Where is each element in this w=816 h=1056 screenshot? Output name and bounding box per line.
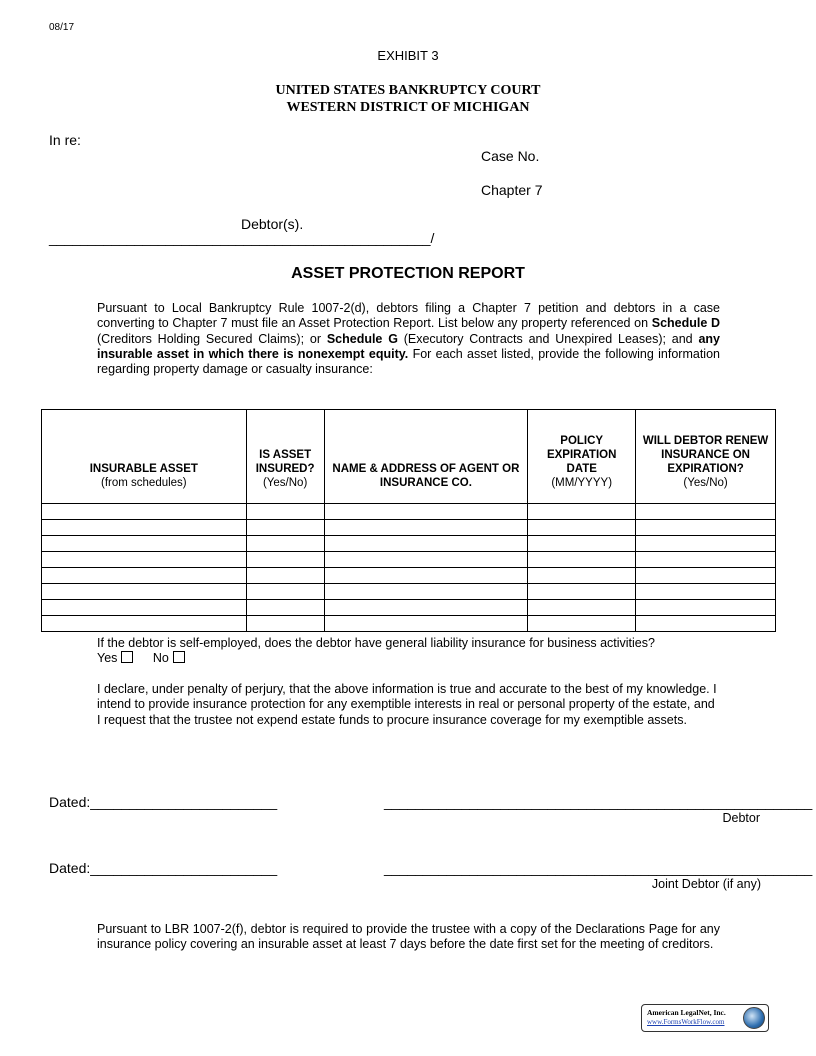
- dated-field-1[interactable]: Dated:________________________: [49, 794, 278, 810]
- table-cell[interactable]: [528, 616, 636, 632]
- debtor-signature-line[interactable]: _______________________________________________________: [384, 794, 813, 810]
- table-cell[interactable]: [636, 616, 776, 632]
- globe-icon: [743, 1007, 765, 1029]
- table-cell[interactable]: [42, 520, 247, 536]
- header-policy-expiration: [528, 410, 636, 504]
- header-insurable-asset: [42, 410, 247, 504]
- intro-paragraph: [97, 301, 720, 377]
- header-title: WILL DEBTOR RENEW INSURANCE ON EXPIRATION?: [642, 435, 769, 475]
- table-cell[interactable]: [42, 568, 247, 584]
- table-cell[interactable]: [42, 616, 247, 632]
- self-employed-question: If the debtor is self-employed, does the debtor have general liability insurance for business activities?: [97, 636, 655, 650]
- table-cell[interactable]: [324, 504, 528, 520]
- intro-text-2: (Creditors Holding Secured Claims); or: [97, 331, 327, 346]
- declaration-paragraph: I declare, under penalty of perjury, that the above information is true and accurate to the best of my knowledge. I intend to provide insurance protection for any exemptible interests in real or personal property of the estate, and I request that the trustee not expend estate funds to procure insurance coverage for my exemptible assets.: [97, 682, 717, 727]
- table-cell[interactable]: [528, 536, 636, 552]
- asset-table-header-row: [42, 410, 776, 504]
- table-cell[interactable]: [636, 552, 776, 568]
- table-row: [42, 568, 776, 584]
- table-cell[interactable]: [528, 504, 636, 520]
- case-number-label: Case No.: [481, 148, 540, 164]
- header-title: INSURABLE ASSET: [89, 463, 198, 475]
- in-re-label: In re:: [49, 132, 81, 148]
- table-cell[interactable]: [246, 552, 324, 568]
- court-heading: [0, 82, 816, 116]
- yes-checkbox[interactable]: [121, 651, 133, 663]
- report-title: ASSET PROTECTION REPORT: [291, 265, 525, 282]
- debtor-signature-label: Debtor: [722, 811, 760, 825]
- table-cell[interactable]: [324, 520, 528, 536]
- caption-divider-line: _________________________________________________/: [49, 230, 435, 246]
- table-cell[interactable]: [324, 616, 528, 632]
- table-cell[interactable]: [246, 536, 324, 552]
- debtors-label: Debtor(s).: [241, 216, 304, 232]
- header-title: POLICY EXPIRATION DATE: [546, 435, 617, 475]
- dated-field-2[interactable]: Dated:________________________: [49, 860, 278, 876]
- table-row: [42, 616, 776, 632]
- joint-debtor-signature-label: Joint Debtor (if any): [651, 877, 761, 891]
- no-checkbox[interactable]: [173, 651, 185, 663]
- table-row: [42, 520, 776, 536]
- table-cell[interactable]: [246, 616, 324, 632]
- table-cell[interactable]: [42, 536, 247, 552]
- american-legalnet-logo[interactable]: [641, 1004, 769, 1032]
- table-cell[interactable]: [246, 600, 324, 616]
- self-employed-section: [97, 636, 655, 667]
- table-cell[interactable]: [324, 568, 528, 584]
- table-cell[interactable]: [324, 536, 528, 552]
- table-cell[interactable]: [528, 584, 636, 600]
- header-agent-name-address: [324, 410, 528, 504]
- self-employed-options: [97, 651, 655, 666]
- logo-url-link[interactable]: www.FormsWorkFlow.com: [647, 1018, 725, 1026]
- header-subtitle: (MM/YYYY): [551, 477, 613, 489]
- header-title: IS ASSET INSURED?: [255, 449, 315, 475]
- table-row: [42, 536, 776, 552]
- header-subtitle: (Yes/No): [262, 477, 308, 489]
- logo-company-name: American LegalNet, Inc.: [647, 1008, 726, 1017]
- chapter-label: Chapter 7: [481, 182, 543, 198]
- header-renew-insurance: [636, 410, 776, 504]
- table-row: [42, 504, 776, 520]
- table-cell[interactable]: [42, 600, 247, 616]
- court-name: UNITED STATES BANKRUPTCY COURT: [275, 83, 541, 98]
- exhibit-label: EXHIBIT 3: [377, 48, 439, 63]
- table-cell[interactable]: [324, 584, 528, 600]
- intro-text-3: (Executory Contracts and Unexpired Leases); and: [397, 331, 699, 346]
- table-cell[interactable]: [42, 504, 247, 520]
- table-cell[interactable]: [528, 600, 636, 616]
- asset-table: [41, 409, 776, 632]
- table-cell[interactable]: [324, 600, 528, 616]
- insurable-asset-emphasis: any insurable asset in which there is nonexempt equity.: [97, 331, 720, 361]
- table-cell[interactable]: [636, 568, 776, 584]
- header-title: NAME & ADDRESS OF AGENT OR INSURANCE CO.: [332, 463, 520, 489]
- intro-text-4: For each asset listed, provide the following information regarding property damage or casualty insurance:: [97, 346, 720, 377]
- table-cell[interactable]: [636, 536, 776, 552]
- table-cell[interactable]: [528, 568, 636, 584]
- header-subtitle: (from schedules): [101, 477, 187, 489]
- table-cell[interactable]: [324, 552, 528, 568]
- table-row: [42, 552, 776, 568]
- schedule-g-label: Schedule G: [326, 331, 398, 346]
- table-cell[interactable]: [42, 584, 247, 600]
- table-cell[interactable]: [246, 584, 324, 600]
- yes-label: Yes: [97, 651, 118, 666]
- table-cell[interactable]: [636, 600, 776, 616]
- table-cell[interactable]: [42, 552, 247, 568]
- header-subtitle: (Yes/No): [683, 477, 728, 489]
- table-cell[interactable]: [528, 520, 636, 536]
- header-is-asset-insured: [246, 410, 324, 504]
- table-cell[interactable]: [246, 568, 324, 584]
- no-label: No: [152, 651, 169, 666]
- table-row: [42, 584, 776, 600]
- table-cell[interactable]: [246, 504, 324, 520]
- schedule-d-label: Schedule D: [651, 316, 720, 331]
- intro-text-1: Pursuant to Local Bankruptcy Rule 1007-2(d), debtors filing a Chapter 7 petition and debtors in a case converting to Chapter 7 must file an Asset Protection Report. List below any property referenced on: [97, 301, 720, 331]
- footer-paragraph: Pursuant to LBR 1007-2(f), debtor is required to provide the trustee with a copy of the Declarations Page for any insurance policy covering an insurable asset at least 7 days before the date first set for the meeting of creditors.: [97, 922, 720, 952]
- court-district: WESTERN DISTRICT OF MICHIGAN: [286, 100, 530, 115]
- table-cell[interactable]: [636, 520, 776, 536]
- table-cell[interactable]: [636, 504, 776, 520]
- joint-debtor-signature-line[interactable]: _______________________________________________________: [384, 860, 813, 876]
- table-cell[interactable]: [636, 584, 776, 600]
- table-cell[interactable]: [528, 552, 636, 568]
- form-code: 08/17: [49, 22, 75, 33]
- table-cell[interactable]: [246, 520, 324, 536]
- table-row: [42, 600, 776, 616]
